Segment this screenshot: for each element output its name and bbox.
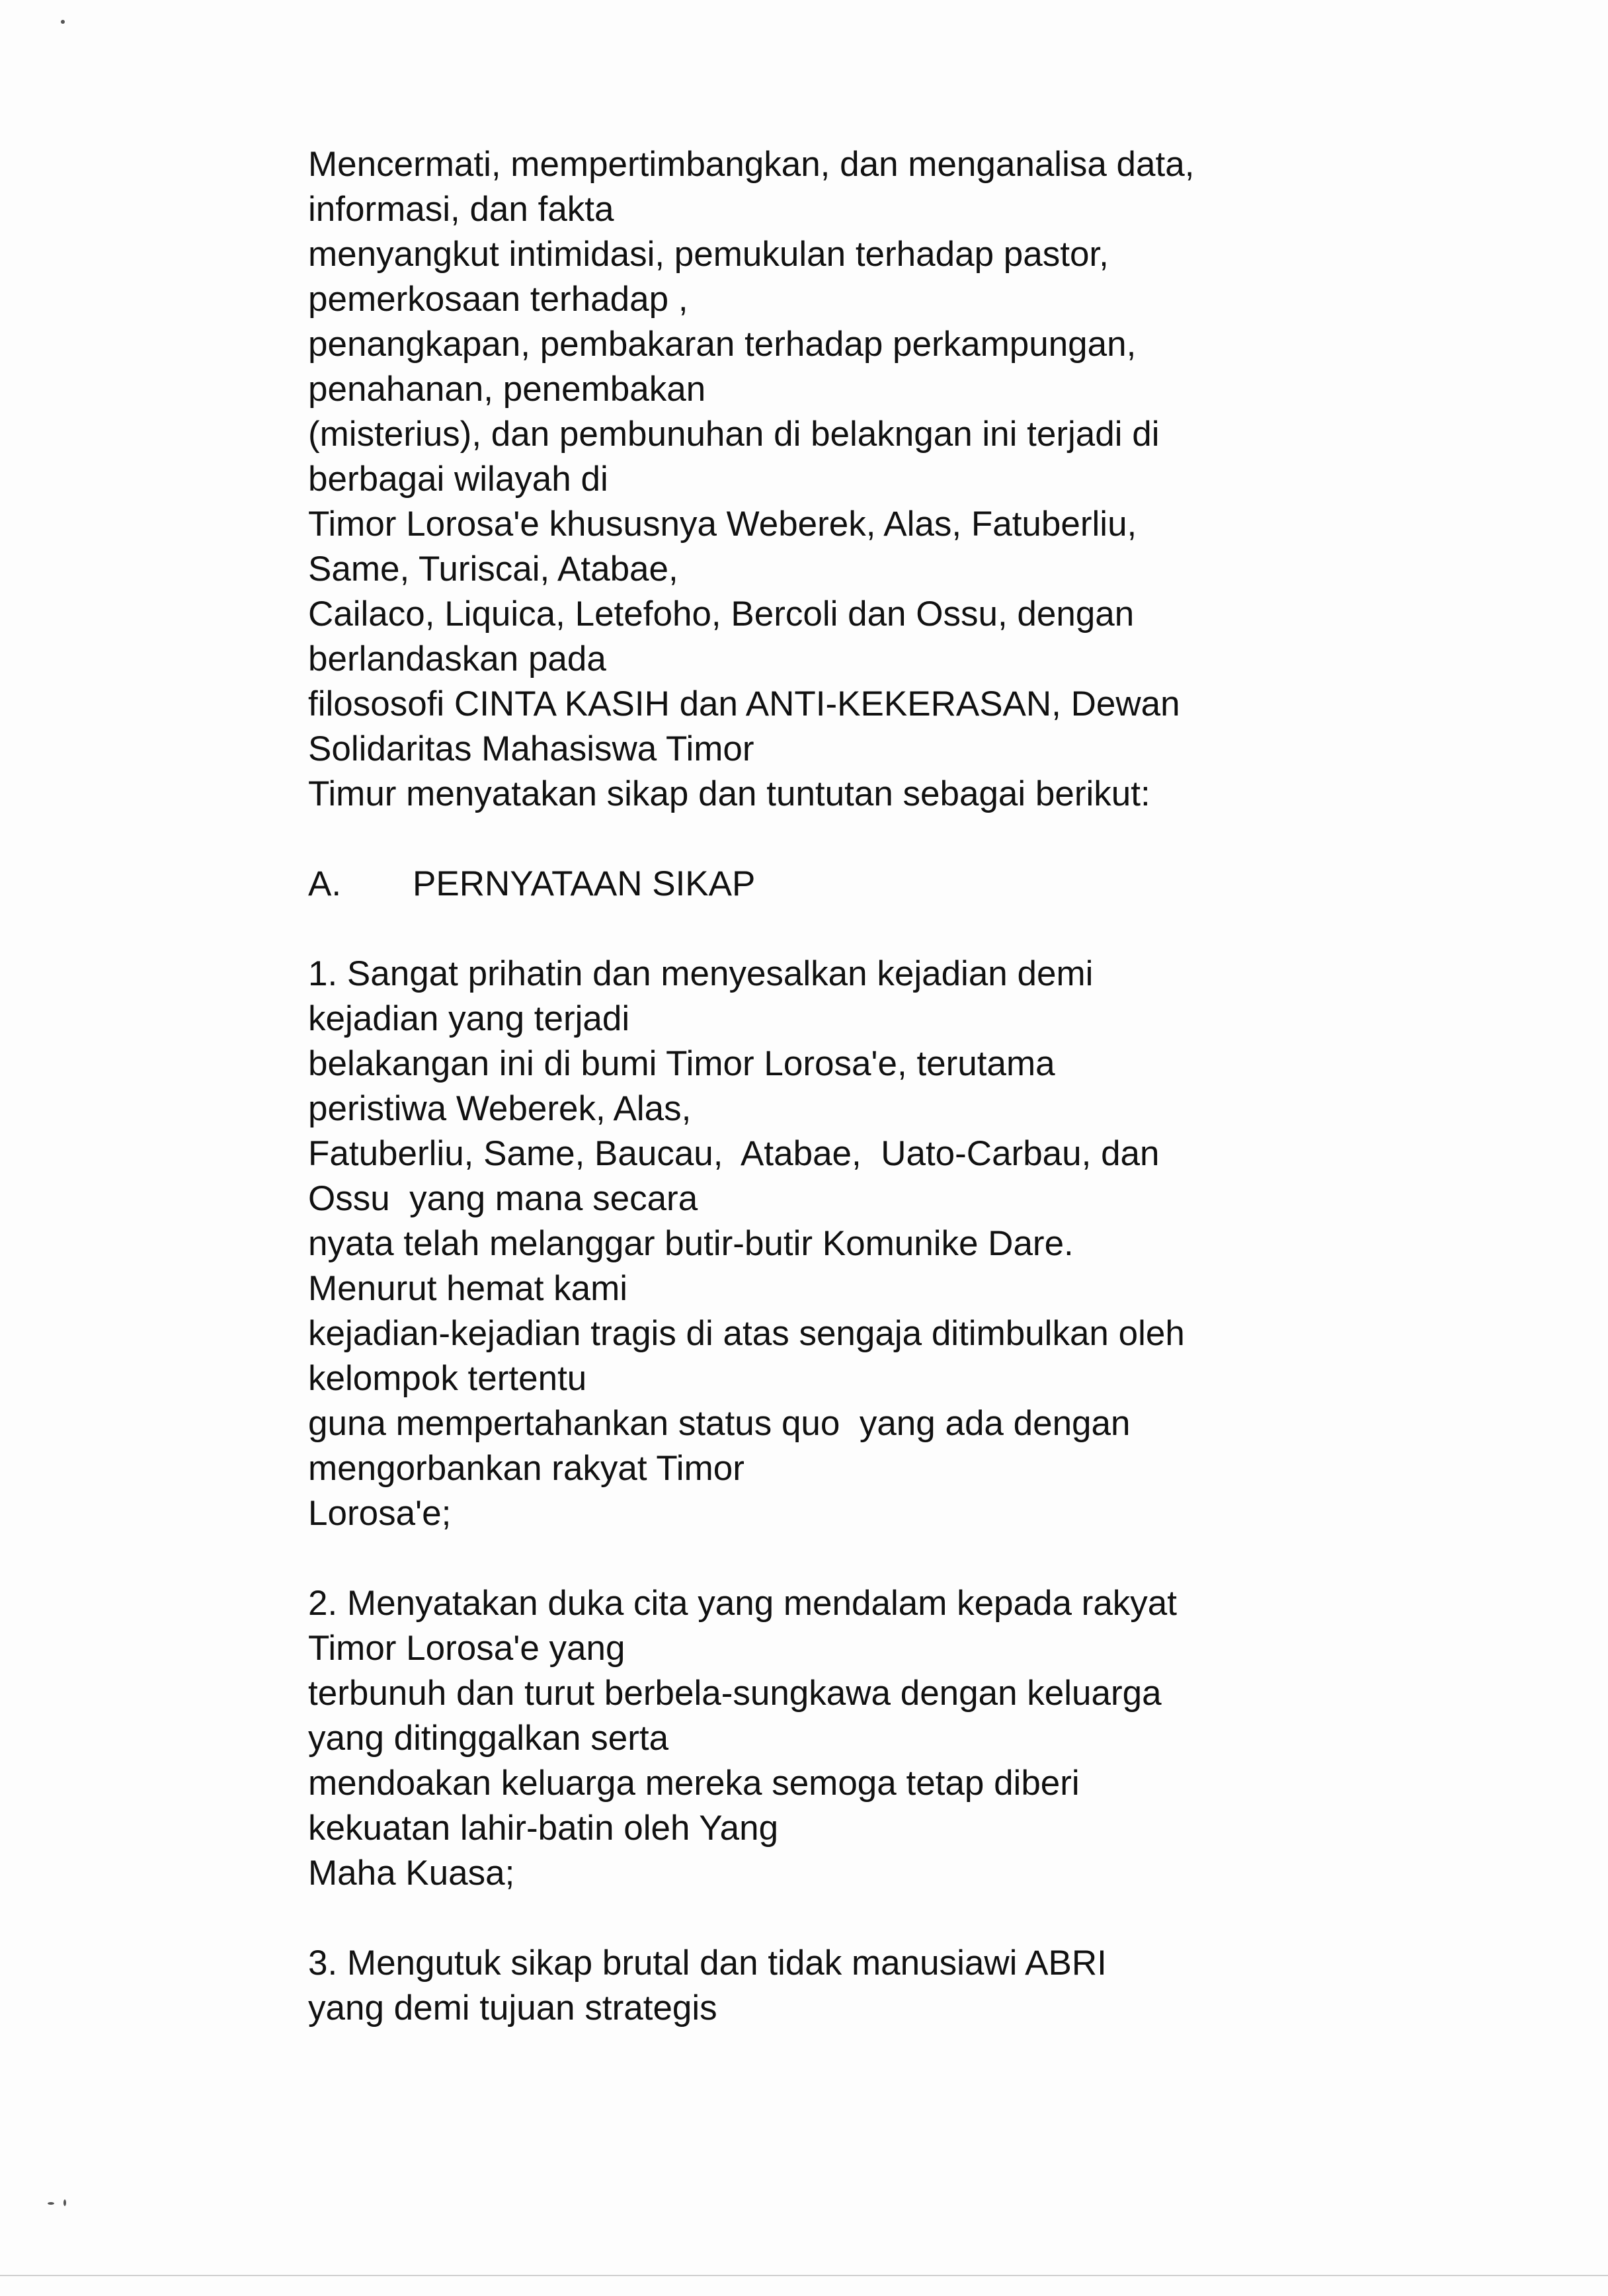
- section-heading: [308, 862, 1392, 907]
- scan-speck: [63, 2199, 66, 2206]
- scan-speck: [61, 20, 65, 24]
- item-line: Timor Lorosa'e yang: [308, 1629, 625, 1668]
- scan-speck: [48, 2202, 54, 2205]
- item-line: guna mempertahankan status quo yang ada dengan: [308, 1404, 1131, 1443]
- item-line: Menurut hemat kami: [308, 1269, 628, 1308]
- item-line: mendoakan keluarga mereka semoga tetap diberi: [308, 1764, 1080, 1803]
- intro-line: Cailaco, Liquica, Letefoho, Bercoli dan Ossu, dengan: [308, 594, 1135, 634]
- intro-line: Timor Lorosa'e khususnya Weberek, Alas, Fatuberliu,: [308, 505, 1137, 544]
- intro-line: menyangkut intimidasi, pemukulan terhadap pastor,: [308, 235, 1109, 274]
- item-line: mengorbankan rakyat Timor: [308, 1449, 744, 1488]
- intro-line: filososofi CINTA KASIH dan ANTI-KEKERASAN, Dewan: [308, 684, 1180, 723]
- item-line: Fatuberliu, Same, Baucau, Atabae, Uato-Carbau, dan: [308, 1134, 1160, 1173]
- intro-line: Timur menyatakan sikap dan tuntutan sebagai berikut:: [308, 774, 1150, 813]
- item-line: kejadian yang terjadi: [308, 999, 630, 1038]
- item-line: belakangan ini di bumi Timor Lorosa'e, terutama: [308, 1044, 1055, 1083]
- item-line: peristiwa Weberek, Alas,: [308, 1089, 692, 1128]
- intro-line: penahanan, penembakan: [308, 370, 706, 409]
- item-line: kekuatan lahir-batin oleh Yang: [308, 1809, 779, 1848]
- item-line: terbunuh dan turut berbela-sungkawa dengan keluarga: [308, 1674, 1162, 1713]
- paragraph-gap: [308, 907, 1392, 952]
- item-line: 1. Sangat prihatin dan menyesalkan kejadian demi: [308, 954, 1094, 993]
- item-line: Lorosa'e;: [308, 1494, 452, 1533]
- intro-line: Solidaritas Mahasiswa Timor: [308, 729, 754, 768]
- intro-paragraph: [308, 142, 1392, 817]
- paragraph-gap: [308, 1536, 1392, 1581]
- document-body: [308, 142, 1392, 2031]
- item-line: yang ditinggalkan serta: [308, 1719, 669, 1758]
- scan-edge-line: [0, 2275, 1608, 2276]
- intro-line: informasi, dan fakta: [308, 190, 614, 229]
- item-line: nyata telah melanggar butir-butir Komunike Dare.: [308, 1224, 1074, 1263]
- list-item: [308, 1941, 1392, 2031]
- intro-line: (misterius), dan pembunuhan di belakngan ini terjadi di: [308, 415, 1160, 454]
- item-line: Maha Kuasa;: [308, 1854, 515, 1893]
- section-letter: A.: [308, 864, 342, 903]
- paragraph-gap: [308, 1896, 1392, 1941]
- intro-line: pemerkosaan terhadap ,: [308, 280, 688, 319]
- section-title: PERNYATAAN SIKAP: [413, 864, 756, 903]
- item-line: yang demi tujuan strategis: [308, 1988, 717, 2028]
- list-item: [308, 1581, 1392, 1896]
- item-line: kejadian-kejadian tragis di atas sengaja ditimbulkan oleh: [308, 1314, 1185, 1353]
- intro-line: penangkapan, pembakaran terhadap perkampungan,: [308, 325, 1137, 364]
- item-line: kelompok tertentu: [308, 1359, 587, 1398]
- intro-line: Same, Turiscai, Atabae,: [308, 550, 678, 589]
- item-line: Ossu yang mana secara: [308, 1179, 698, 1218]
- intro-line: berlandaskan pada: [308, 639, 606, 678]
- paragraph-gap: [308, 817, 1392, 862]
- intro-line: Mencermati, mempertimbangkan, dan menganalisa data,: [308, 145, 1195, 184]
- intro-line: berbagai wilayah di: [308, 460, 608, 499]
- item-line: 3. Mengutuk sikap brutal dan tidak manusiawi ABRI: [308, 1944, 1107, 1983]
- list-item: [308, 952, 1392, 1536]
- item-line: 2. Menyatakan duka cita yang mendalam kepada rakyat: [308, 1584, 1178, 1623]
